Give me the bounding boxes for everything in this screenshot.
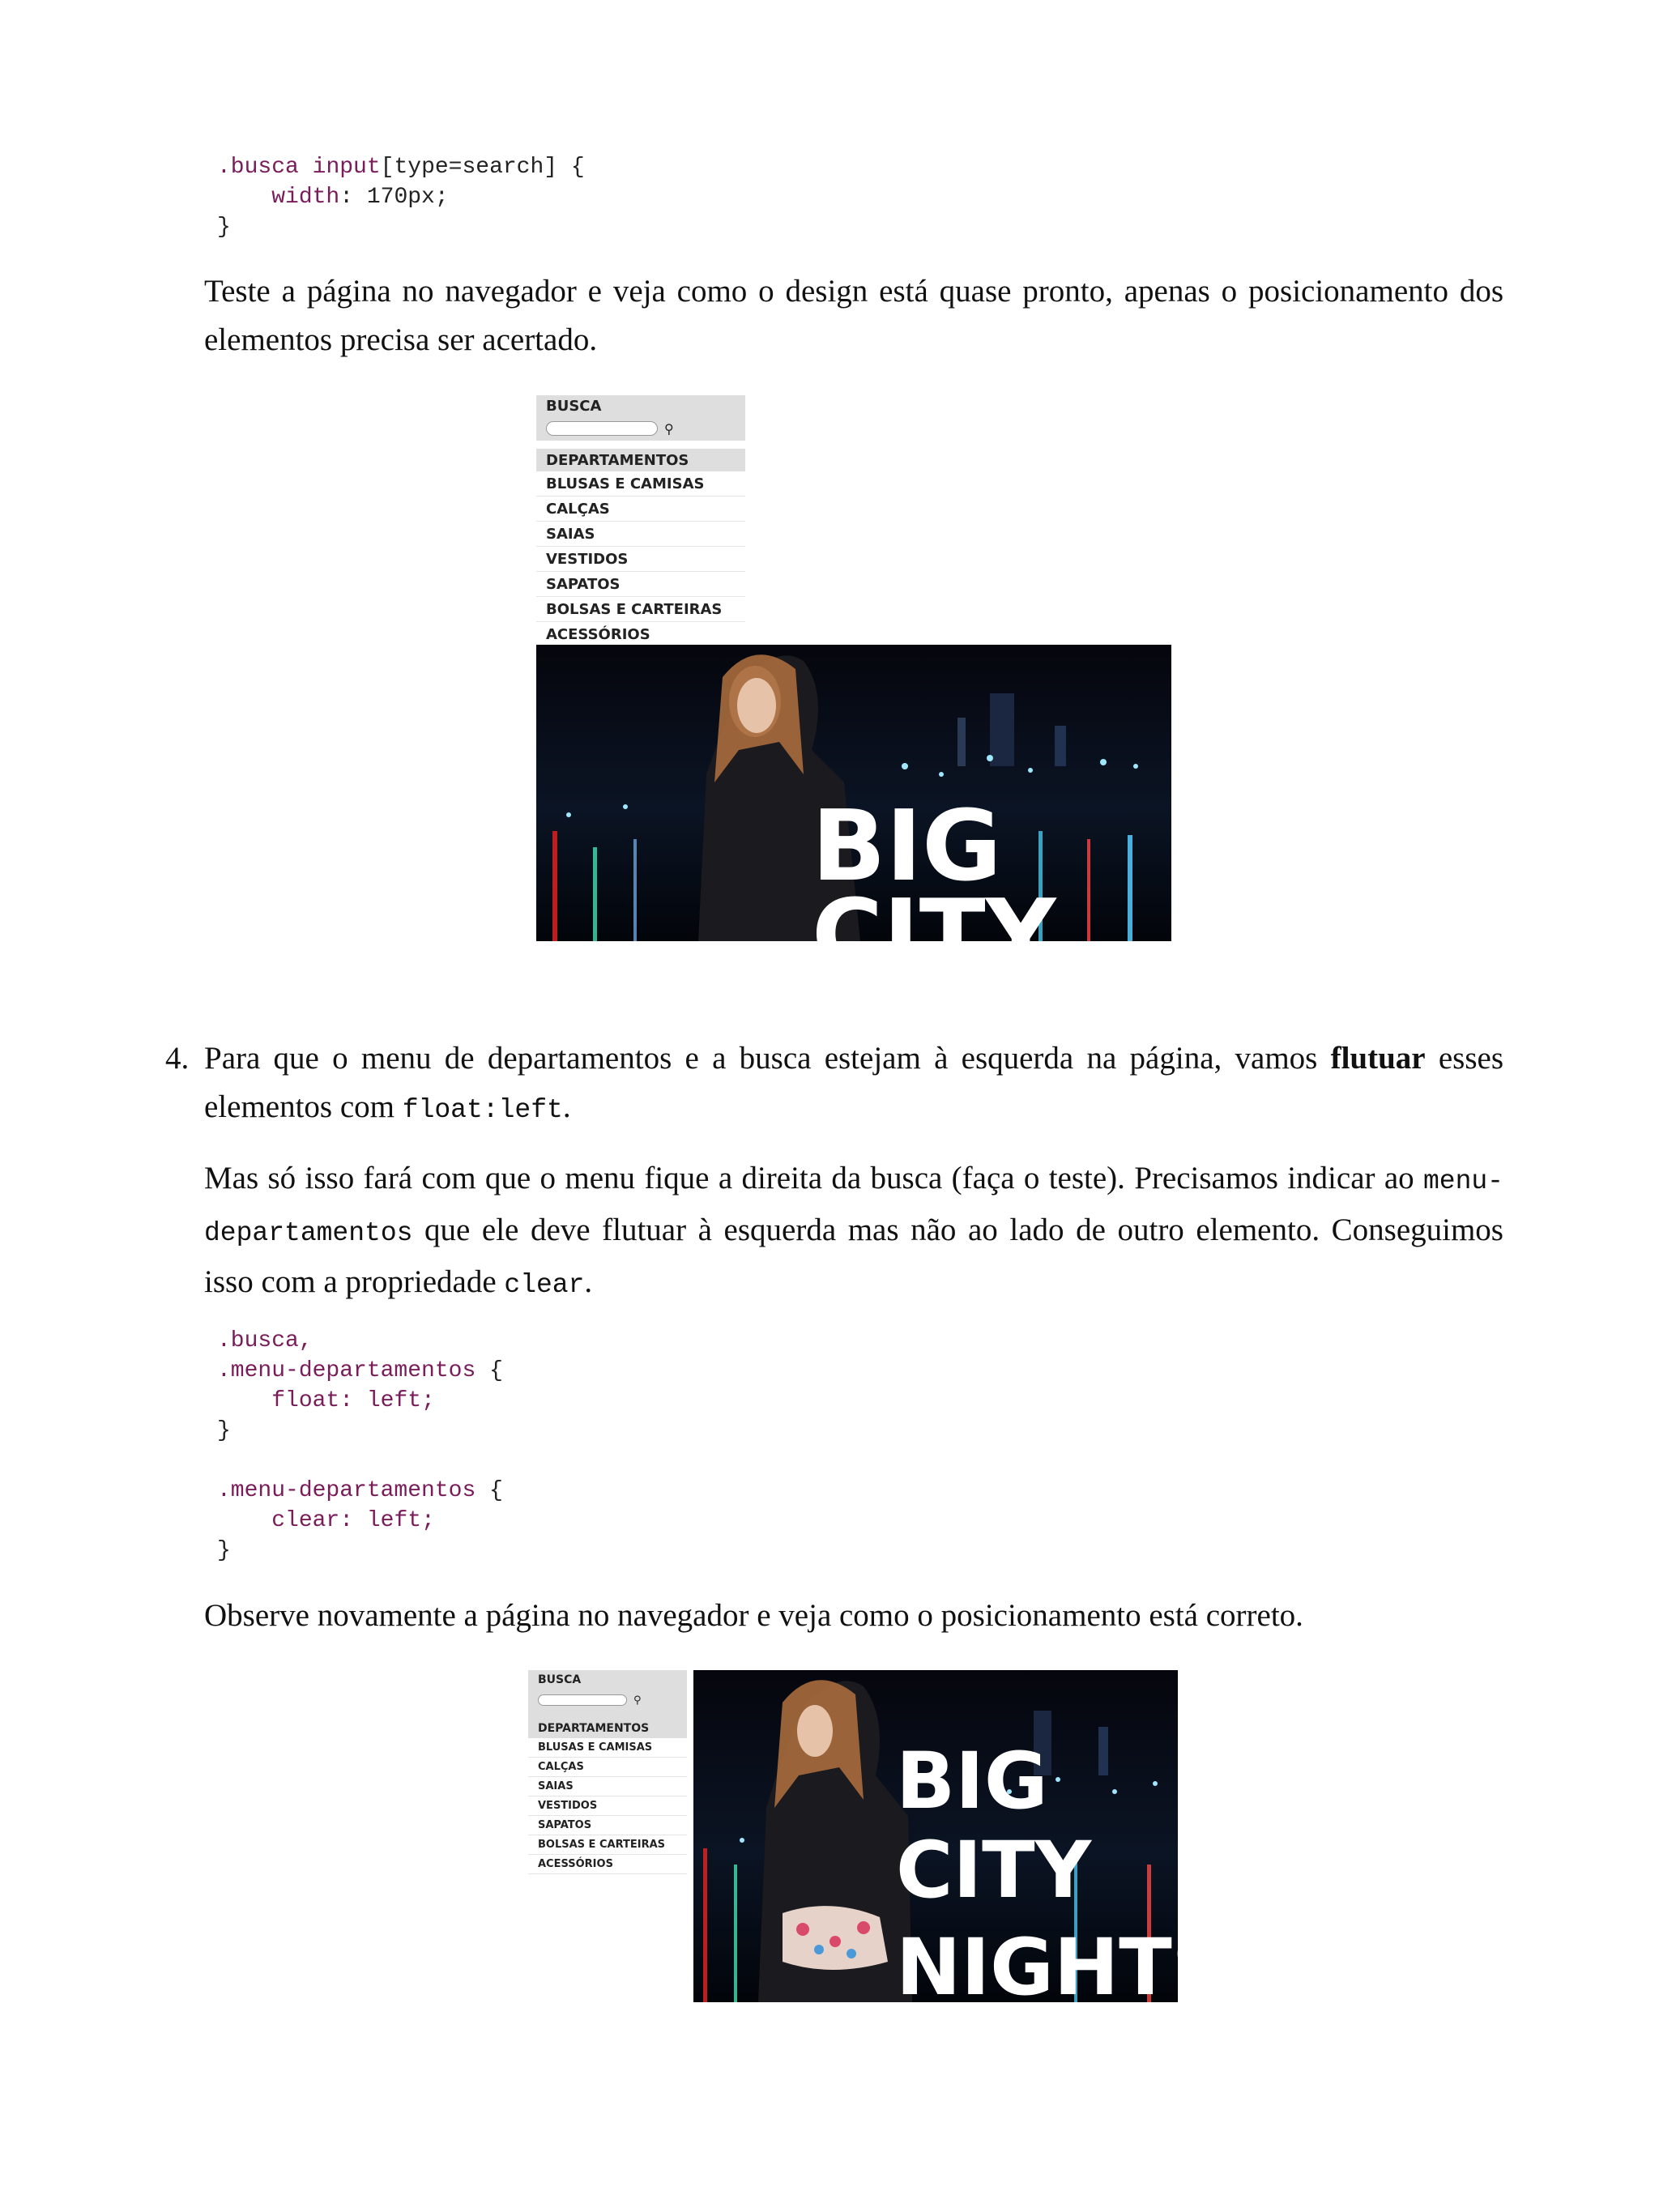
code-value: : left; <box>339 1508 435 1533</box>
department-item[interactable]: VESTIDOS <box>528 1796 687 1816</box>
figure-stacked-layout <box>536 395 1171 992</box>
figure-floated-layout <box>528 1670 1228 2013</box>
paragraph-clear-explanation <box>204 1154 1503 1310</box>
paragraph-test-page: Teste a página no navegador e veja como o design está quase pronto, apenas o posicionamento dos elementos precisa ser acertado. <box>204 274 1503 357</box>
step-4-bold: flutuar <box>1330 1041 1426 1076</box>
code-attr: [type=search] { <box>380 155 585 180</box>
code-value: : left; <box>339 1388 435 1413</box>
search-box <box>536 416 745 441</box>
department-item[interactable]: BOLSAS E CARTEIRAS <box>528 1835 687 1855</box>
department-item[interactable]: ACESSÓRIOS <box>528 1855 687 1874</box>
department-item[interactable]: BLUSAS E CAMISAS <box>536 471 745 497</box>
department-item[interactable]: SAPATOS <box>528 1816 687 1835</box>
banner-image <box>536 645 1171 992</box>
step-4-end: . <box>562 1089 571 1124</box>
department-item[interactable]: CALÇAS <box>528 1758 687 1777</box>
department-item[interactable]: ACESSÓRIOS <box>536 622 745 647</box>
inline-code-menu-departamentos: menu-departamentos <box>204 1166 1503 1248</box>
department-item[interactable]: BLUSAS E CAMISAS <box>528 1738 687 1758</box>
search-input[interactable] <box>538 1694 627 1706</box>
code-property: float <box>271 1388 340 1413</box>
para2-text-1: Mas só isso fará com que o menu fique a direita da busca (faça o teste). Precisamos indicar ao <box>204 1161 1423 1196</box>
code-brace: { <box>476 1358 503 1383</box>
code-selector: .busca, <box>217 1328 313 1353</box>
paragraph-observe: Observe novamente a página no navegador e veja como o posicionamento está correto. <box>204 1598 1303 1633</box>
departments-heading: DEPARTAMENTOS <box>536 449 745 471</box>
department-item[interactable]: CALÇAS <box>536 497 745 522</box>
department-item[interactable]: BOLSAS E CARTEIRAS <box>536 597 745 622</box>
departments-heading: DEPARTAMENTOS <box>528 1711 687 1738</box>
search-box <box>528 1690 687 1711</box>
search-input[interactable] <box>546 421 658 436</box>
banner-word-nights: NIGHTS <box>896 1922 1228 2013</box>
banner-city-illustration <box>536 645 1171 992</box>
code-selector: .menu-departamentos <box>217 1358 476 1383</box>
search-icon[interactable]: ⚲ <box>633 1694 642 1707</box>
search-box-label: BUSCA <box>528 1670 687 1690</box>
banner-word-city: CITY <box>812 880 1056 992</box>
code-element: input <box>312 155 381 180</box>
department-item[interactable]: VESTIDOS <box>536 547 745 572</box>
banner-image <box>693 1670 1228 2013</box>
department-item[interactable]: SAPATOS <box>536 572 745 597</box>
departments-menu <box>536 471 745 647</box>
code-selector: .busca <box>217 155 299 180</box>
code-property: clear <box>271 1508 340 1533</box>
search-icon[interactable]: ⚲ <box>664 420 674 437</box>
banner-word-big: BIG <box>812 791 1002 903</box>
banner-word-city: CITY <box>896 1825 1092 1916</box>
paragraph-step-4 <box>204 1034 1503 1135</box>
banner-city-illustration <box>693 1670 1228 2013</box>
code-block-busca-width <box>217 152 585 242</box>
step-4-text: Para que o menu de departamentos e a busca estejam à esquerda na página, vamos <box>204 1041 1331 1076</box>
department-item[interactable]: SAIAS <box>528 1777 687 1796</box>
code-brace: } <box>217 1538 231 1563</box>
inline-code-clear: clear <box>504 1270 585 1300</box>
code-brace: } <box>217 215 231 240</box>
step-4-text-after: esses elementos com <box>204 1041 1504 1124</box>
code-brace: } <box>217 1418 231 1443</box>
list-number: 4. <box>165 1041 190 1076</box>
search-box-label: BUSCA <box>536 395 745 416</box>
banner-word-big: BIG <box>896 1736 1048 1826</box>
code-selector: .menu-departamentos <box>217 1478 476 1503</box>
code-brace: { <box>476 1478 503 1503</box>
department-item[interactable]: SAIAS <box>536 522 745 547</box>
code-property: width <box>271 185 340 210</box>
code-block-float-clear <box>217 1326 503 1566</box>
para2-text-3: . <box>584 1264 593 1299</box>
code-value: : 170px; <box>339 185 449 210</box>
para2-text-2: que ele deve flutuar à esquerda mas não ao lado de outro elemento. Conseguimos isso com a propriedade <box>204 1213 1503 1299</box>
departments-menu <box>528 1738 687 1874</box>
inline-code-float-left: float:left <box>402 1095 563 1125</box>
